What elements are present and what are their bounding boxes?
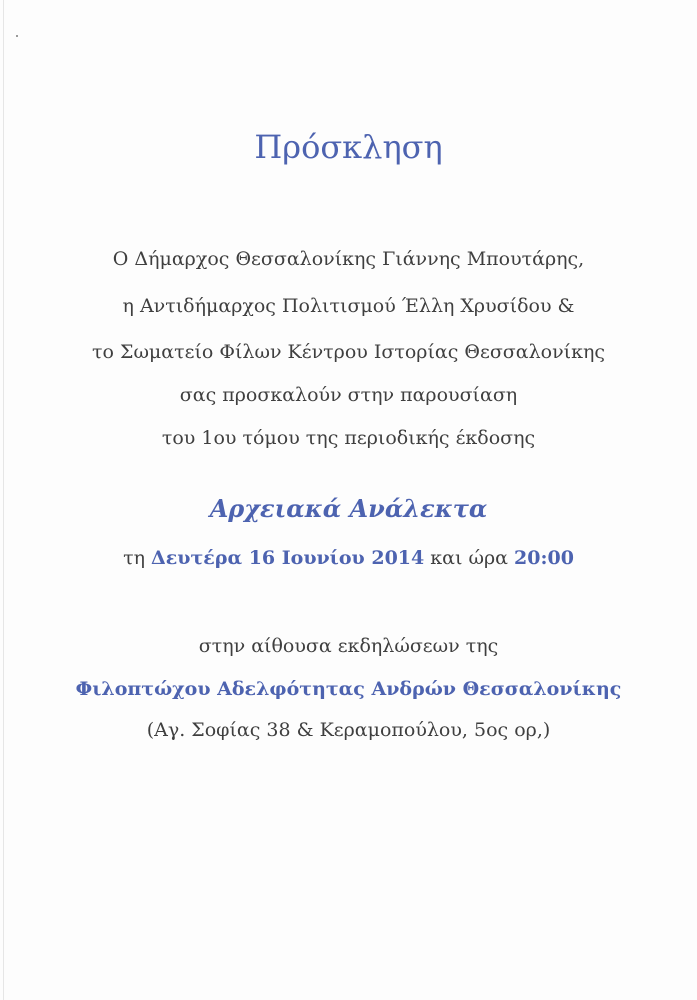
invitation-title: Πρόσκληση bbox=[254, 128, 443, 166]
venue-address: (Αγ. Σοφίας 38 & Κεραμοπούλου, 5ος ορ,) bbox=[146, 719, 551, 741]
intro-line-4: σας προσκαλούν στην παρουσίαση bbox=[179, 384, 518, 406]
date-line bbox=[0, 546, 697, 570]
scan-speck bbox=[16, 35, 18, 37]
venue-name: Φιλοπτώχου Αδελφότητας Ανδρών Θεσσαλονίκης bbox=[75, 678, 622, 700]
event-date: Δευτέρα 16 Ιουνίου 2014 bbox=[151, 547, 425, 569]
venue-intro: στην αίθουσα εκδηλώσεων της bbox=[198, 635, 499, 657]
event-time: 20:00 bbox=[514, 547, 574, 569]
intro-line-2: η Αντιδήμαρχος Πολιτισμού Έλλη Χρυσίδου & bbox=[122, 295, 575, 317]
intro-line-3: το Σωματείο Φίλων Κέντρου Ιστορίας Θεσσαλονίκης bbox=[92, 341, 605, 363]
intro-line-5: του 1ου τόμου της περιοδικής έκδοσης bbox=[161, 427, 536, 449]
date-middle: και ώρα bbox=[424, 547, 515, 569]
intro-line-1: Ο Δήμαρχος Θεσσαλονίκης Γιάννης Μπουτάρης, bbox=[112, 248, 585, 270]
date-prefix: τη bbox=[123, 547, 152, 569]
publication-title: Αρχειακά Ανάλεκτα bbox=[209, 494, 488, 523]
